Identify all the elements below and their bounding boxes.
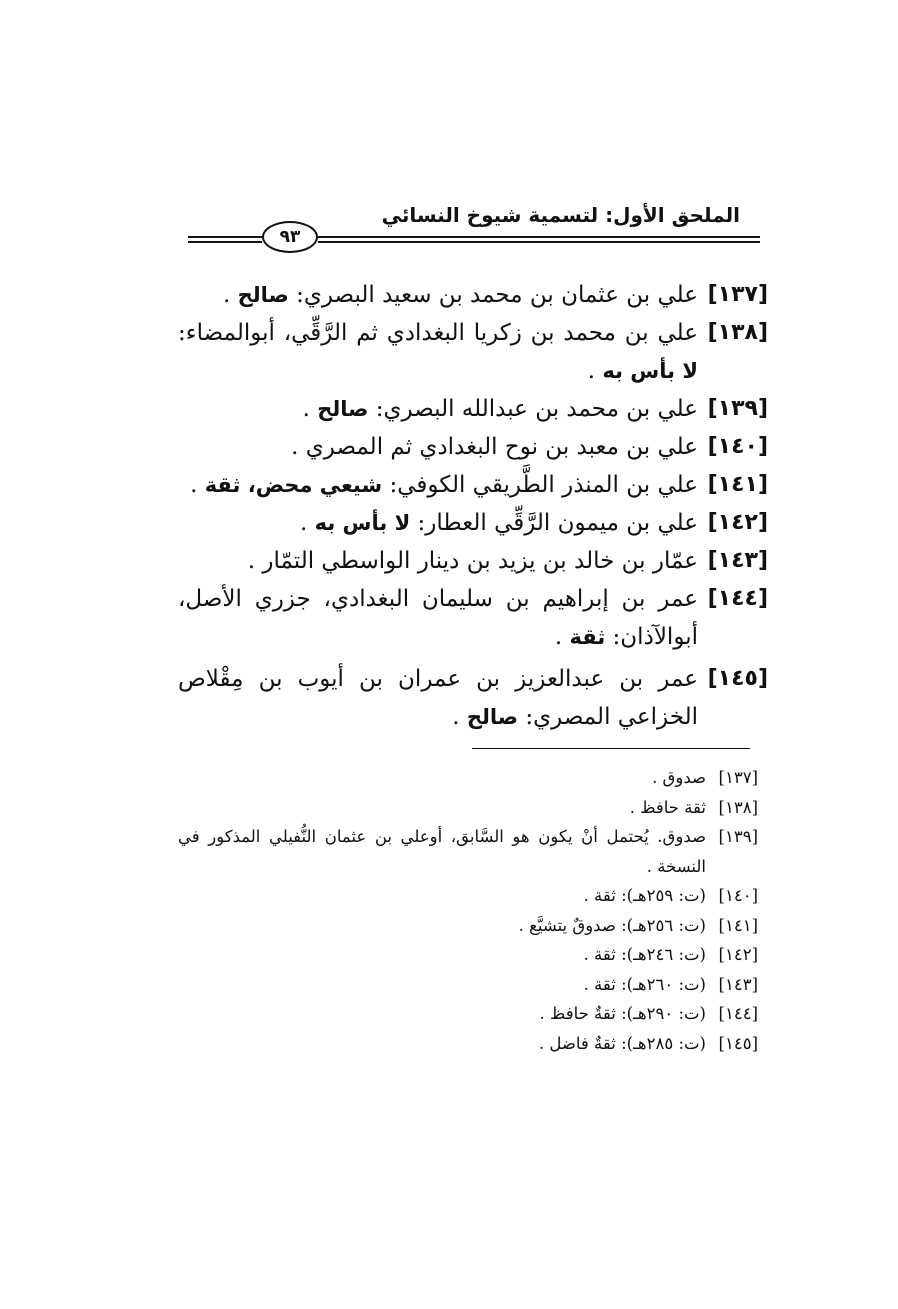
entry-139 — [178, 390, 768, 428]
footnote-number: [١٣٨] — [718, 797, 758, 817]
entry-number: [١٤٣] — [707, 548, 768, 573]
footnote-text: (ت: ٢٤٦هـ): ثقة . — [583, 945, 706, 964]
entry-end: . — [222, 282, 238, 308]
footnote-text: (ت: ٢٥٩هـ): ثقة . — [583, 886, 706, 905]
entry-grade: صالح — [466, 705, 519, 729]
entry-number: [١٤٢] — [707, 510, 768, 535]
entry-text: علي بن محمد بن عبدالله البصري: — [368, 396, 698, 422]
footnote-139 — [178, 822, 758, 881]
entry-end: . — [299, 510, 315, 536]
footnotes-list — [178, 763, 758, 1058]
footnote-138 — [178, 793, 758, 823]
entry-number: [١٤١] — [707, 472, 768, 497]
footnote-145 — [178, 1029, 758, 1059]
footnote-142 — [178, 940, 758, 970]
entry-end: . — [291, 434, 306, 460]
footnote-text: (ت: ٢٩٠هـ): ثقةٌ حافظ . — [539, 1004, 706, 1023]
footnote-number: [١٤٥] — [718, 1033, 758, 1053]
header-rule-left — [188, 236, 262, 243]
entry-grade: ثقة — [569, 625, 606, 649]
footnote-text: صدوق . — [652, 768, 706, 787]
entry-body — [178, 542, 702, 580]
footnote-number: [١٤١] — [718, 915, 758, 935]
entry-body — [178, 580, 702, 656]
footnote-text: (ت: ٢٦٠هـ): ثقة . — [583, 974, 706, 994]
entry-grade: شيعي محض، ثقة — [204, 473, 383, 497]
entry-grade: لا بأس به — [602, 359, 698, 383]
entry-number: [١٤٥] — [707, 666, 768, 691]
page-number-badge: ٩٣ — [262, 221, 318, 253]
entry-body — [178, 314, 702, 390]
entry-end: . — [302, 396, 318, 422]
entry-141 — [178, 466, 768, 504]
entry-text: علي بن محمد بن زكريا البغدادي ثم الرَّقِّي، أبوالمضاء: — [178, 320, 698, 346]
entry-144 — [178, 580, 768, 656]
entry-end: . — [554, 624, 570, 650]
footnote-140 — [178, 881, 758, 911]
running-header-title: الملحق الأول: لتسمية شيوخ النسائي — [381, 203, 740, 227]
footnote-text: (ت: ٢٨٥هـ): ثقةٌ فاضل . — [538, 1033, 706, 1053]
entry-number: [١٤٤] — [707, 586, 768, 611]
footnote-number: [١٤٠] — [718, 886, 758, 905]
entry-137 — [178, 276, 768, 314]
entry-grade: صالح — [237, 283, 289, 307]
entry-text: علي بن المنذر الطَّريقي الكوفي: — [382, 472, 698, 498]
entry-142 — [178, 504, 768, 542]
entry-number: [١٣٨] — [707, 320, 768, 345]
entry-text: علي بن ميمون الرَّقِّي العطار: — [410, 510, 698, 536]
header-rule-right — [318, 236, 760, 243]
entry-end: . — [587, 358, 603, 384]
footnote-number: [١٤٢] — [718, 945, 758, 964]
entry-number: [١٣٩] — [707, 396, 768, 421]
entry-body — [178, 390, 702, 428]
entry-body — [178, 466, 702, 504]
entry-text: علي بن معبد بن نوح البغدادي ثم المصري — [305, 434, 698, 460]
footnote-text: صدوق. يُحتمل أنْ يكون هو السَّابق، أوعلي بن عثمان النُّفيلي المذكور في النسخة . — [178, 827, 706, 876]
footnote-143 — [178, 970, 758, 1000]
entry-145 — [178, 660, 768, 736]
footnote-number: [١٤٣] — [718, 974, 758, 994]
footnote-number: [١٣٧] — [718, 768, 758, 787]
footnote-separator — [472, 748, 750, 749]
entry-end: . — [190, 472, 205, 498]
entry-body — [178, 428, 702, 466]
footnote-137 — [178, 763, 758, 793]
entry-number: [١٤٠] — [707, 434, 768, 459]
entry-138 — [178, 314, 768, 390]
entry-text: عمر بن عبدالعزيز بن عمران بن أيوب بن مِقْلاص الخزاعي المصري: — [178, 666, 698, 730]
entry-body — [178, 660, 702, 736]
footnote-number: [١٤٤] — [718, 1004, 758, 1023]
entry-body — [178, 276, 702, 314]
entry-end: . — [452, 704, 467, 730]
footnote-144 — [178, 999, 758, 1029]
footnote-text: (ت: ٢٥٦هـ): صدوقٌ يتشيَّع . — [518, 915, 706, 935]
entry-140 — [178, 428, 768, 466]
entry-text: علي بن عثمان بن محمد بن سعيد البصري: — [288, 282, 698, 308]
entry-body — [178, 504, 702, 542]
entry-text: عمر بن إبراهيم بن سليمان البغدادي، جزري الأصل، أبوالآذان: — [178, 586, 698, 650]
entries-list — [178, 276, 768, 736]
entry-end: . — [247, 548, 263, 574]
entry-text: عمّار بن خالد بن يزيد بن دينار الواسطي التمّار — [262, 548, 698, 574]
entry-number: [١٣٧] — [707, 282, 768, 307]
entry-143 — [178, 542, 768, 580]
entry-grade: لا بأس به — [314, 511, 411, 535]
footnote-number: [١٣٩] — [718, 827, 758, 846]
entry-grade: صالح — [317, 397, 369, 421]
footnote-text: ثقة حافظ . — [629, 797, 706, 817]
footnote-141 — [178, 911, 758, 941]
